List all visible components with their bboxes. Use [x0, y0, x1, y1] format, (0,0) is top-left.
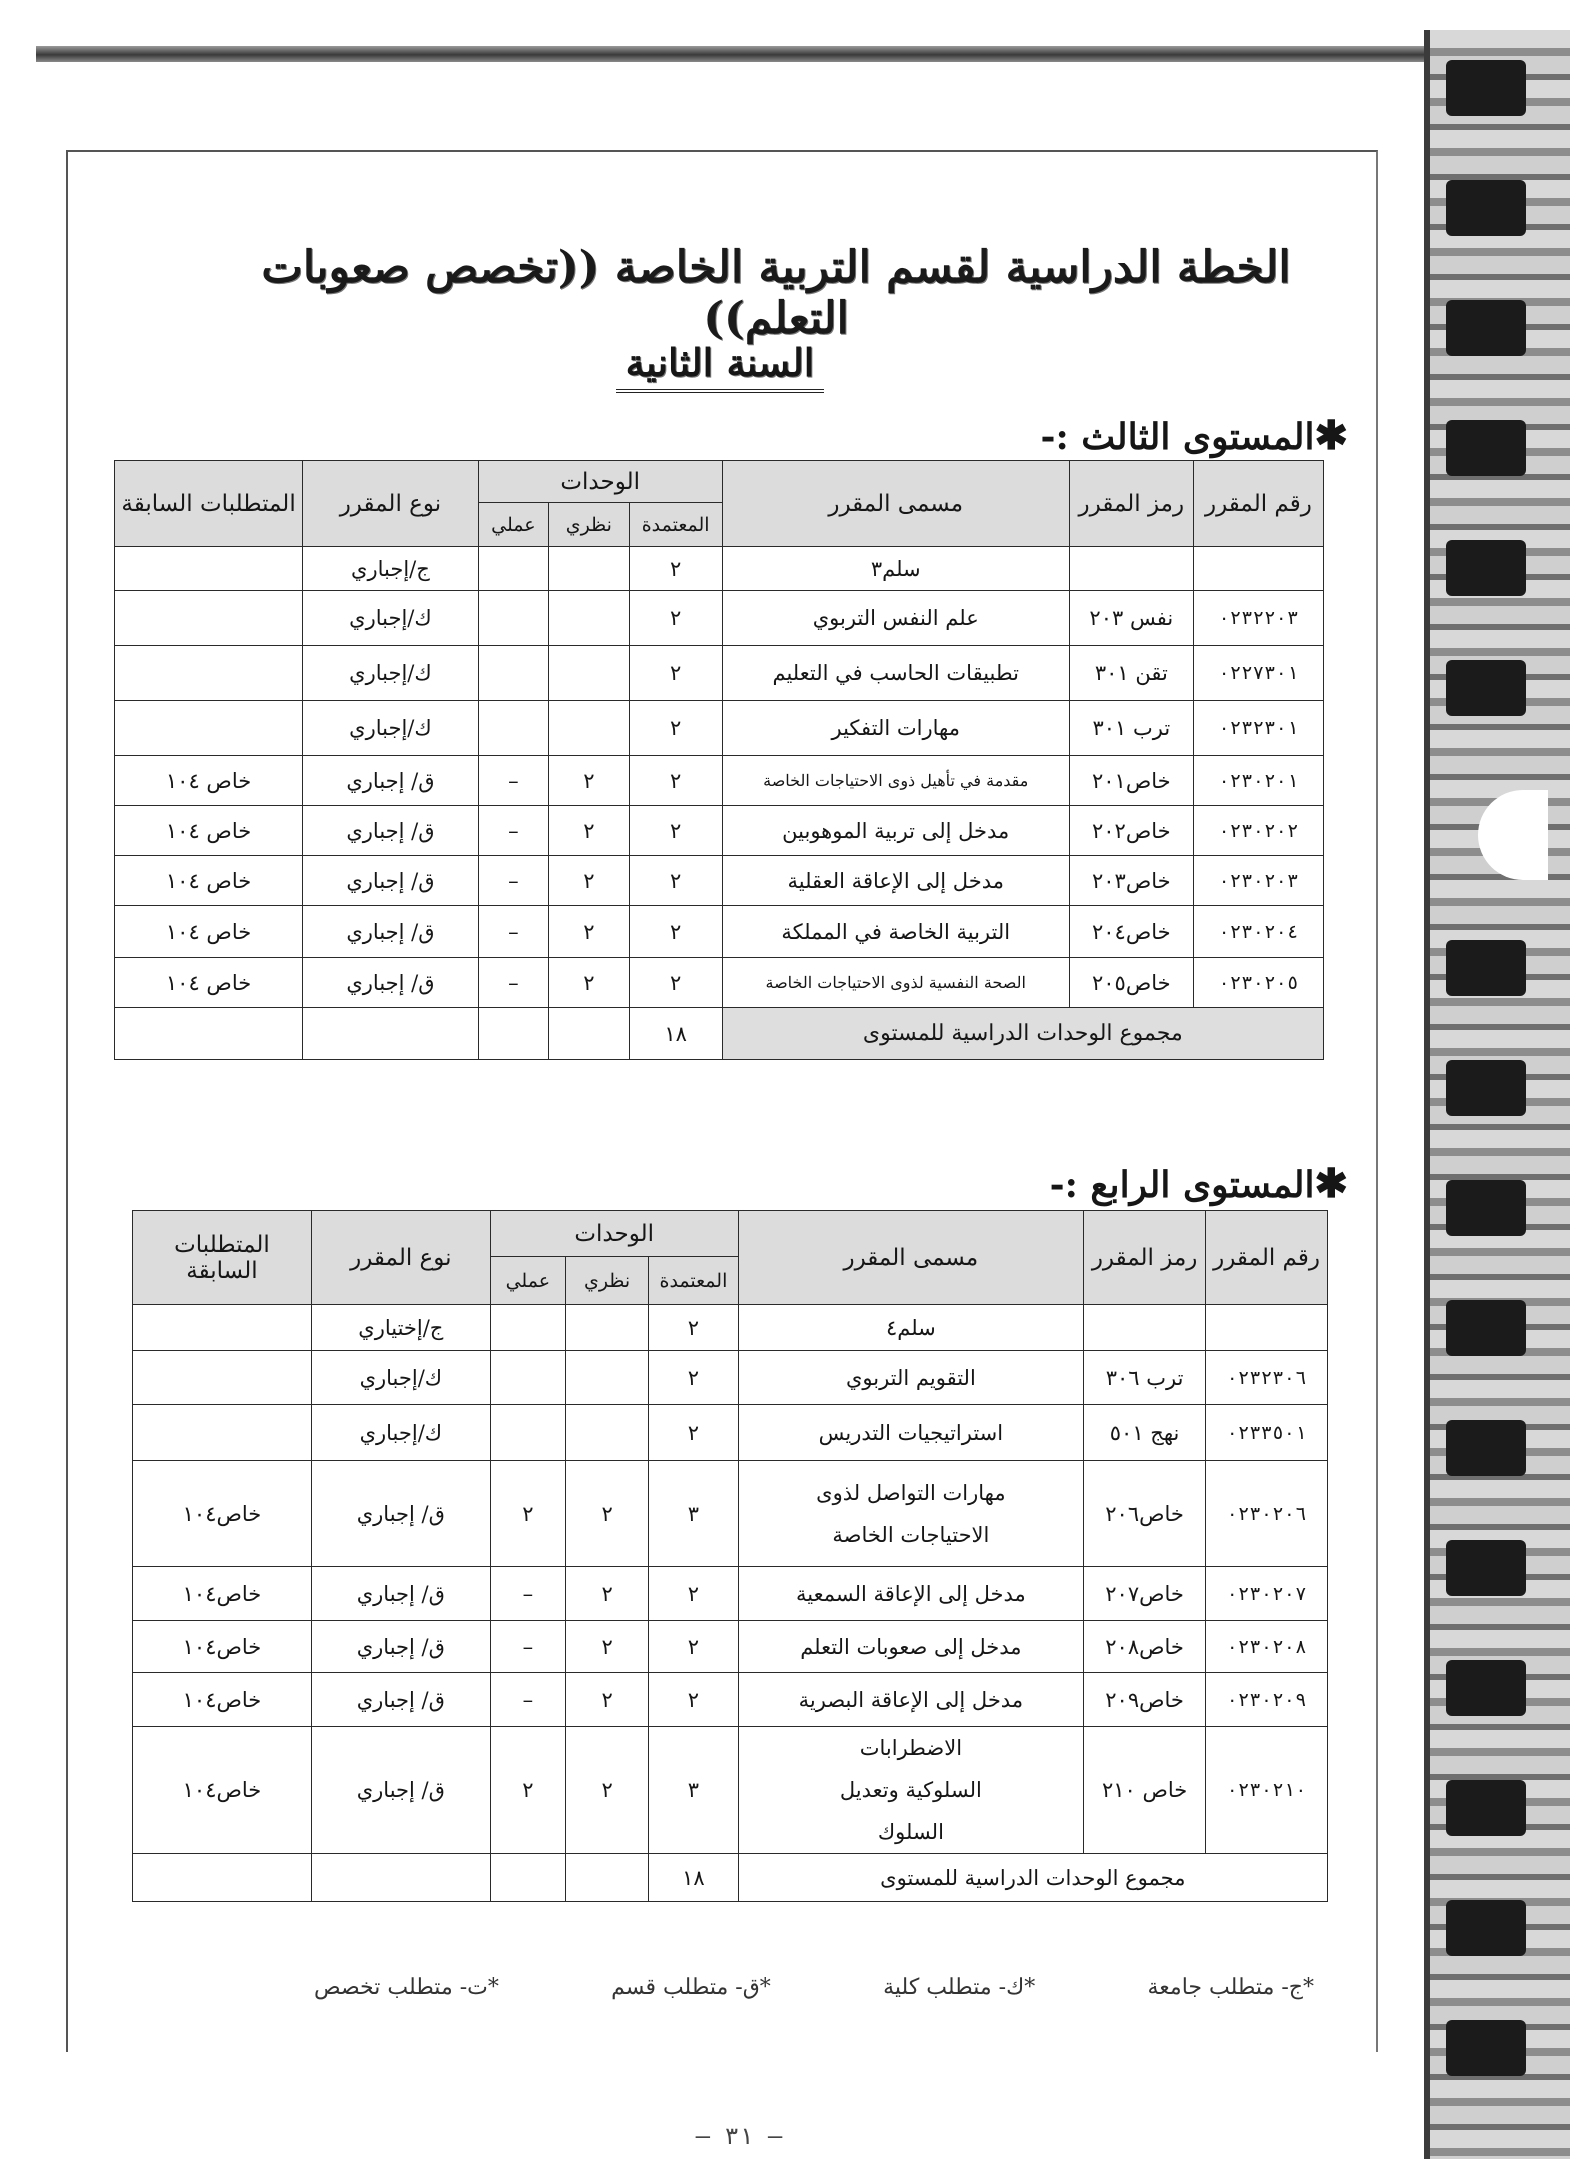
empty-cell — [490, 1854, 565, 1902]
course-name: مدخل إلى الإعاقة البصرية — [738, 1673, 1083, 1727]
units-practical — [490, 1351, 565, 1405]
prerequisites: خاص١٠٤ — [133, 1461, 312, 1567]
course-number: ٠٢٣٠٢٠٣ — [1193, 856, 1323, 906]
course-type: ك/إجباري — [311, 1351, 490, 1405]
course-number: ٠٢٣٠٢٠٩ — [1206, 1673, 1328, 1727]
units-practical: – — [490, 1673, 565, 1727]
course-type: ك/إجباري — [303, 701, 479, 756]
subtitle-text: السنة الثانية — [616, 340, 825, 393]
empty-cell — [311, 1854, 490, 1902]
col-course-name: مسمى المقرر — [722, 461, 1069, 547]
units-credit: ٢ — [649, 1305, 738, 1351]
units-practical: – — [490, 1567, 565, 1621]
empty-cell — [478, 1008, 548, 1060]
course-code: خاص٢٠٤ — [1069, 906, 1193, 958]
course-code: خاص٢٠٥ — [1069, 958, 1193, 1008]
page-title: الخطة الدراسية لقسم التربية الخاصة ((تخصص صعوبات التعلم)) — [261, 242, 1291, 344]
units-practical: – — [478, 856, 548, 906]
empty-cell — [115, 1008, 303, 1060]
col-course-type: نوع المقرر — [311, 1211, 490, 1305]
units-theory — [549, 701, 630, 756]
course-type: ق/ إجباري — [311, 1673, 490, 1727]
empty-cell — [549, 1008, 630, 1060]
units-theory — [565, 1405, 648, 1461]
course-type: ك/إجباري — [303, 646, 479, 701]
units-credit: ٢ — [629, 701, 722, 756]
prerequisites: خاص ١٠٤ — [115, 756, 303, 806]
course-type: ج/إجباري — [303, 547, 479, 591]
course-number: ٠٢٣٠٢٠٨ — [1206, 1621, 1328, 1673]
prerequisites: خاص ١٠٤ — [115, 806, 303, 856]
requirements-legend — [314, 1975, 1314, 2000]
total-label: مجموع الوحدات الدراسية للمستوى — [722, 1008, 1323, 1060]
course-code — [1084, 1305, 1206, 1351]
empty-cell — [565, 1854, 648, 1902]
col-units: الوحدات — [490, 1211, 738, 1257]
legend-specialization: *ت- متطلب تخصص — [314, 1975, 499, 2000]
prerequisites — [115, 646, 303, 701]
col-units-credit: المعتمدة — [649, 1257, 738, 1305]
units-practical: ٢ — [490, 1727, 565, 1854]
col-units-practical: عملي — [478, 503, 548, 547]
col-units-credit: المعتمدة — [629, 503, 722, 547]
course-name: التربية الخاصة في المملكة — [722, 906, 1069, 958]
table-row — [115, 756, 1324, 806]
prerequisites: خاص١٠٤ — [133, 1621, 312, 1673]
units-theory — [549, 591, 630, 646]
course-code: خاص ٢١٠ — [1084, 1727, 1206, 1854]
course-name: مهارات التفكير — [722, 701, 1069, 756]
units-theory: ٢ — [549, 806, 630, 856]
prerequisites: خاص ١٠٤ — [115, 958, 303, 1008]
course-number — [1193, 547, 1323, 591]
table-row — [133, 1405, 1328, 1461]
asterisk-icon: ✱ — [1314, 412, 1348, 459]
course-name: مقدمة في تأهيل ذوى الاحتياجات الخاصة — [722, 756, 1069, 806]
course-number: ٠٢٣٠٢٠٥ — [1193, 958, 1323, 1008]
course-code: خاص٢٠٧ — [1084, 1567, 1206, 1621]
level4-heading-text: المستوى الرابع :- — [1049, 1164, 1315, 1206]
units-theory — [565, 1351, 648, 1405]
table-row — [115, 806, 1324, 856]
course-number: ٠٢٣٢٣٠٦ — [1206, 1351, 1328, 1405]
total-value: ١٨ — [649, 1854, 738, 1902]
course-code: تقن ٣٠١ — [1069, 646, 1193, 701]
course-code: خاص٢٠٢ — [1069, 806, 1193, 856]
course-number: ٠٢٣٠٢٠٦ — [1206, 1461, 1328, 1567]
level4-table — [132, 1210, 1328, 1902]
course-name: التقويم التربوي — [738, 1351, 1083, 1405]
table-row — [133, 1461, 1328, 1567]
legend-department: *ق- متطلب قسم — [611, 1975, 771, 2000]
col-units: الوحدات — [478, 461, 722, 503]
empty-cell — [303, 1008, 479, 1060]
course-type: ج/إختياري — [311, 1305, 490, 1351]
prerequisites: خاص١٠٤ — [133, 1567, 312, 1621]
units-theory: ٢ — [549, 756, 630, 806]
course-name: سلم٣ — [722, 547, 1069, 591]
units-theory: ٢ — [549, 856, 630, 906]
course-code: ترب ٣٠١ — [1069, 701, 1193, 756]
course-number: ٠٢٣٠٢٠١ — [1193, 756, 1323, 806]
table-row — [133, 1727, 1328, 1854]
course-number: ٠٢٣٣٥٠١ — [1206, 1405, 1328, 1461]
course-code: خاص٢٠٦ — [1084, 1461, 1206, 1567]
units-practical: – — [478, 958, 548, 1008]
units-practical — [478, 701, 548, 756]
prerequisites: خاص ١٠٤ — [115, 906, 303, 958]
units-credit: ٢ — [629, 646, 722, 701]
prerequisites: خاص١٠٤ — [133, 1727, 312, 1854]
units-theory: ٢ — [549, 906, 630, 958]
col-units-theory: نظري — [549, 503, 630, 547]
course-type: ق/ إجباري — [303, 856, 479, 906]
table-row — [115, 547, 1324, 591]
level4-heading — [1050, 1160, 1348, 1207]
course-type: ق/ إجباري — [303, 806, 479, 856]
table-row — [115, 958, 1324, 1008]
units-credit: ٣ — [649, 1727, 738, 1854]
units-credit: ٢ — [629, 591, 722, 646]
course-name: مدخل إلى الإعاقة العقلية — [722, 856, 1069, 906]
units-credit: ٢ — [649, 1405, 738, 1461]
units-practical: – — [478, 756, 548, 806]
course-number: ٠٢٣٠٢١٠ — [1206, 1727, 1328, 1854]
units-practical — [490, 1305, 565, 1351]
prerequisites: خاص١٠٤ — [133, 1673, 312, 1727]
units-practical: ٢ — [490, 1461, 565, 1567]
legend-university: *ج- متطلب جامعة — [1147, 1975, 1314, 2000]
course-type: ق/ إجباري — [303, 958, 479, 1008]
units-credit: ٢ — [649, 1351, 738, 1405]
total-row — [133, 1854, 1328, 1902]
col-course-number: رقم المقرر — [1206, 1211, 1328, 1305]
course-type: ك/إجباري — [311, 1405, 490, 1461]
units-practical: – — [478, 806, 548, 856]
col-course-code: رمز المقرر — [1069, 461, 1193, 547]
level3-table — [114, 460, 1324, 1060]
units-credit: ٢ — [649, 1621, 738, 1673]
page-number: – ٣١ – — [695, 2122, 783, 2150]
course-code: خاص٢٠٨ — [1084, 1621, 1206, 1673]
course-name: استراتيجيات التدريس — [738, 1405, 1083, 1461]
units-theory: ٢ — [549, 958, 630, 1008]
prerequisites: خاص ١٠٤ — [115, 856, 303, 906]
units-credit: ٢ — [649, 1567, 738, 1621]
course-name: الاضطرابات السلوكية وتعديل السلوك — [738, 1727, 1083, 1854]
units-theory: ٢ — [565, 1621, 648, 1673]
units-theory — [549, 646, 630, 701]
col-prerequisites: المتطلبات السابقة — [115, 461, 303, 547]
course-number: ٠٢٣٢٣٠١ — [1193, 701, 1323, 756]
table-row — [115, 646, 1324, 701]
course-code: خاص٢٠٣ — [1069, 856, 1193, 906]
total-label: مجموع الوحدات الدراسية للمستوى — [738, 1854, 1327, 1902]
col-course-number: رقم المقرر — [1193, 461, 1323, 547]
course-code — [1069, 547, 1193, 591]
table-row — [133, 1621, 1328, 1673]
table-row — [133, 1351, 1328, 1405]
col-course-code: رمز المقرر — [1084, 1211, 1206, 1305]
course-name: مدخل إلى تربية الموهوبين — [722, 806, 1069, 856]
units-practical — [478, 646, 548, 701]
asterisk-icon: ✱ — [1314, 1160, 1348, 1207]
level3-heading-text: المستوى الثالث :- — [1040, 416, 1315, 458]
units-credit: ٢ — [629, 806, 722, 856]
prerequisites — [133, 1351, 312, 1405]
course-name: علم النفس التربوي — [722, 591, 1069, 646]
units-theory: ٢ — [565, 1673, 648, 1727]
course-type: ق/ إجباري — [303, 906, 479, 958]
course-type: ق/ إجباري — [311, 1461, 490, 1567]
table-row — [133, 1673, 1328, 1727]
table-row — [115, 906, 1324, 958]
course-code: خاص٢٠٩ — [1084, 1673, 1206, 1727]
table-row — [115, 856, 1324, 906]
course-number: ٠٢٣٠٢٠٤ — [1193, 906, 1323, 958]
prerequisites — [115, 701, 303, 756]
col-units-theory: نظري — [565, 1257, 648, 1305]
course-name: مهارات التواصل لذوى الاحتياجات الخاصة — [738, 1461, 1083, 1567]
prerequisites — [115, 591, 303, 646]
course-name: سلم٤ — [738, 1305, 1083, 1351]
course-name: الصحة النفسية لذوى الاحتياجات الخاصة — [722, 958, 1069, 1008]
empty-cell — [133, 1854, 312, 1902]
course-type: ق/ إجباري — [311, 1727, 490, 1854]
course-type: ك/إجباري — [303, 591, 479, 646]
legend-college: *ك- متطلب كلية — [883, 1975, 1036, 2000]
course-code: ترب ٣٠٦ — [1084, 1351, 1206, 1405]
total-value: ١٨ — [629, 1008, 722, 1060]
units-credit: ٢ — [629, 856, 722, 906]
course-code: نهج ٥٠١ — [1084, 1405, 1206, 1461]
course-number: ٠٢٢٧٣٠١ — [1193, 646, 1323, 701]
course-name: مدخل إلى صعوبات التعلم — [738, 1621, 1083, 1673]
prerequisites — [133, 1405, 312, 1461]
course-name: تطبيقات الحاسب في التعليم — [722, 646, 1069, 701]
table-row — [115, 701, 1324, 756]
units-theory: ٢ — [565, 1727, 648, 1854]
units-practical — [478, 591, 548, 646]
units-credit: ٢ — [629, 906, 722, 958]
col-course-name: مسمى المقرر — [738, 1211, 1083, 1305]
course-type: ق/ إجباري — [303, 756, 479, 806]
col-prerequisites: المتطلبات السابقة — [133, 1211, 312, 1305]
units-credit: ٢ — [629, 756, 722, 806]
units-practical: – — [490, 1621, 565, 1673]
units-theory: ٢ — [565, 1567, 648, 1621]
prerequisites — [115, 547, 303, 591]
course-number: ٠٢٣٢٢٠٣ — [1193, 591, 1323, 646]
course-name: مدخل إلى الإعاقة السمعية — [738, 1567, 1083, 1621]
units-practical: – — [478, 906, 548, 958]
table-row — [115, 591, 1324, 646]
course-number: ٠٢٣٠٢٠٢ — [1193, 806, 1323, 856]
prerequisites — [133, 1305, 312, 1351]
units-practical — [490, 1405, 565, 1461]
units-theory — [565, 1305, 648, 1351]
units-credit: ٣ — [649, 1461, 738, 1567]
course-type: ق/ إجباري — [311, 1621, 490, 1673]
units-practical — [478, 547, 548, 591]
units-credit: ٢ — [629, 547, 722, 591]
course-type: ق/ إجباري — [311, 1567, 490, 1621]
units-credit: ٢ — [629, 958, 722, 1008]
units-theory: ٢ — [565, 1461, 648, 1567]
units-credit: ٢ — [649, 1673, 738, 1727]
course-code: نفس ٢٠٣ — [1069, 591, 1193, 646]
course-code: خاص٢٠١ — [1069, 756, 1193, 806]
course-number: ٠٢٣٠٢٠٧ — [1206, 1567, 1328, 1621]
col-course-type: نوع المقرر — [303, 461, 479, 547]
level3-heading — [1041, 412, 1348, 459]
page-subtitle — [66, 340, 1374, 385]
total-row — [115, 1008, 1324, 1060]
col-units-practical: عملي — [490, 1257, 565, 1305]
scan-top-rule — [36, 46, 1426, 62]
units-theory — [549, 547, 630, 591]
table-row — [133, 1567, 1328, 1621]
table-row — [133, 1305, 1328, 1351]
course-number — [1206, 1305, 1328, 1351]
